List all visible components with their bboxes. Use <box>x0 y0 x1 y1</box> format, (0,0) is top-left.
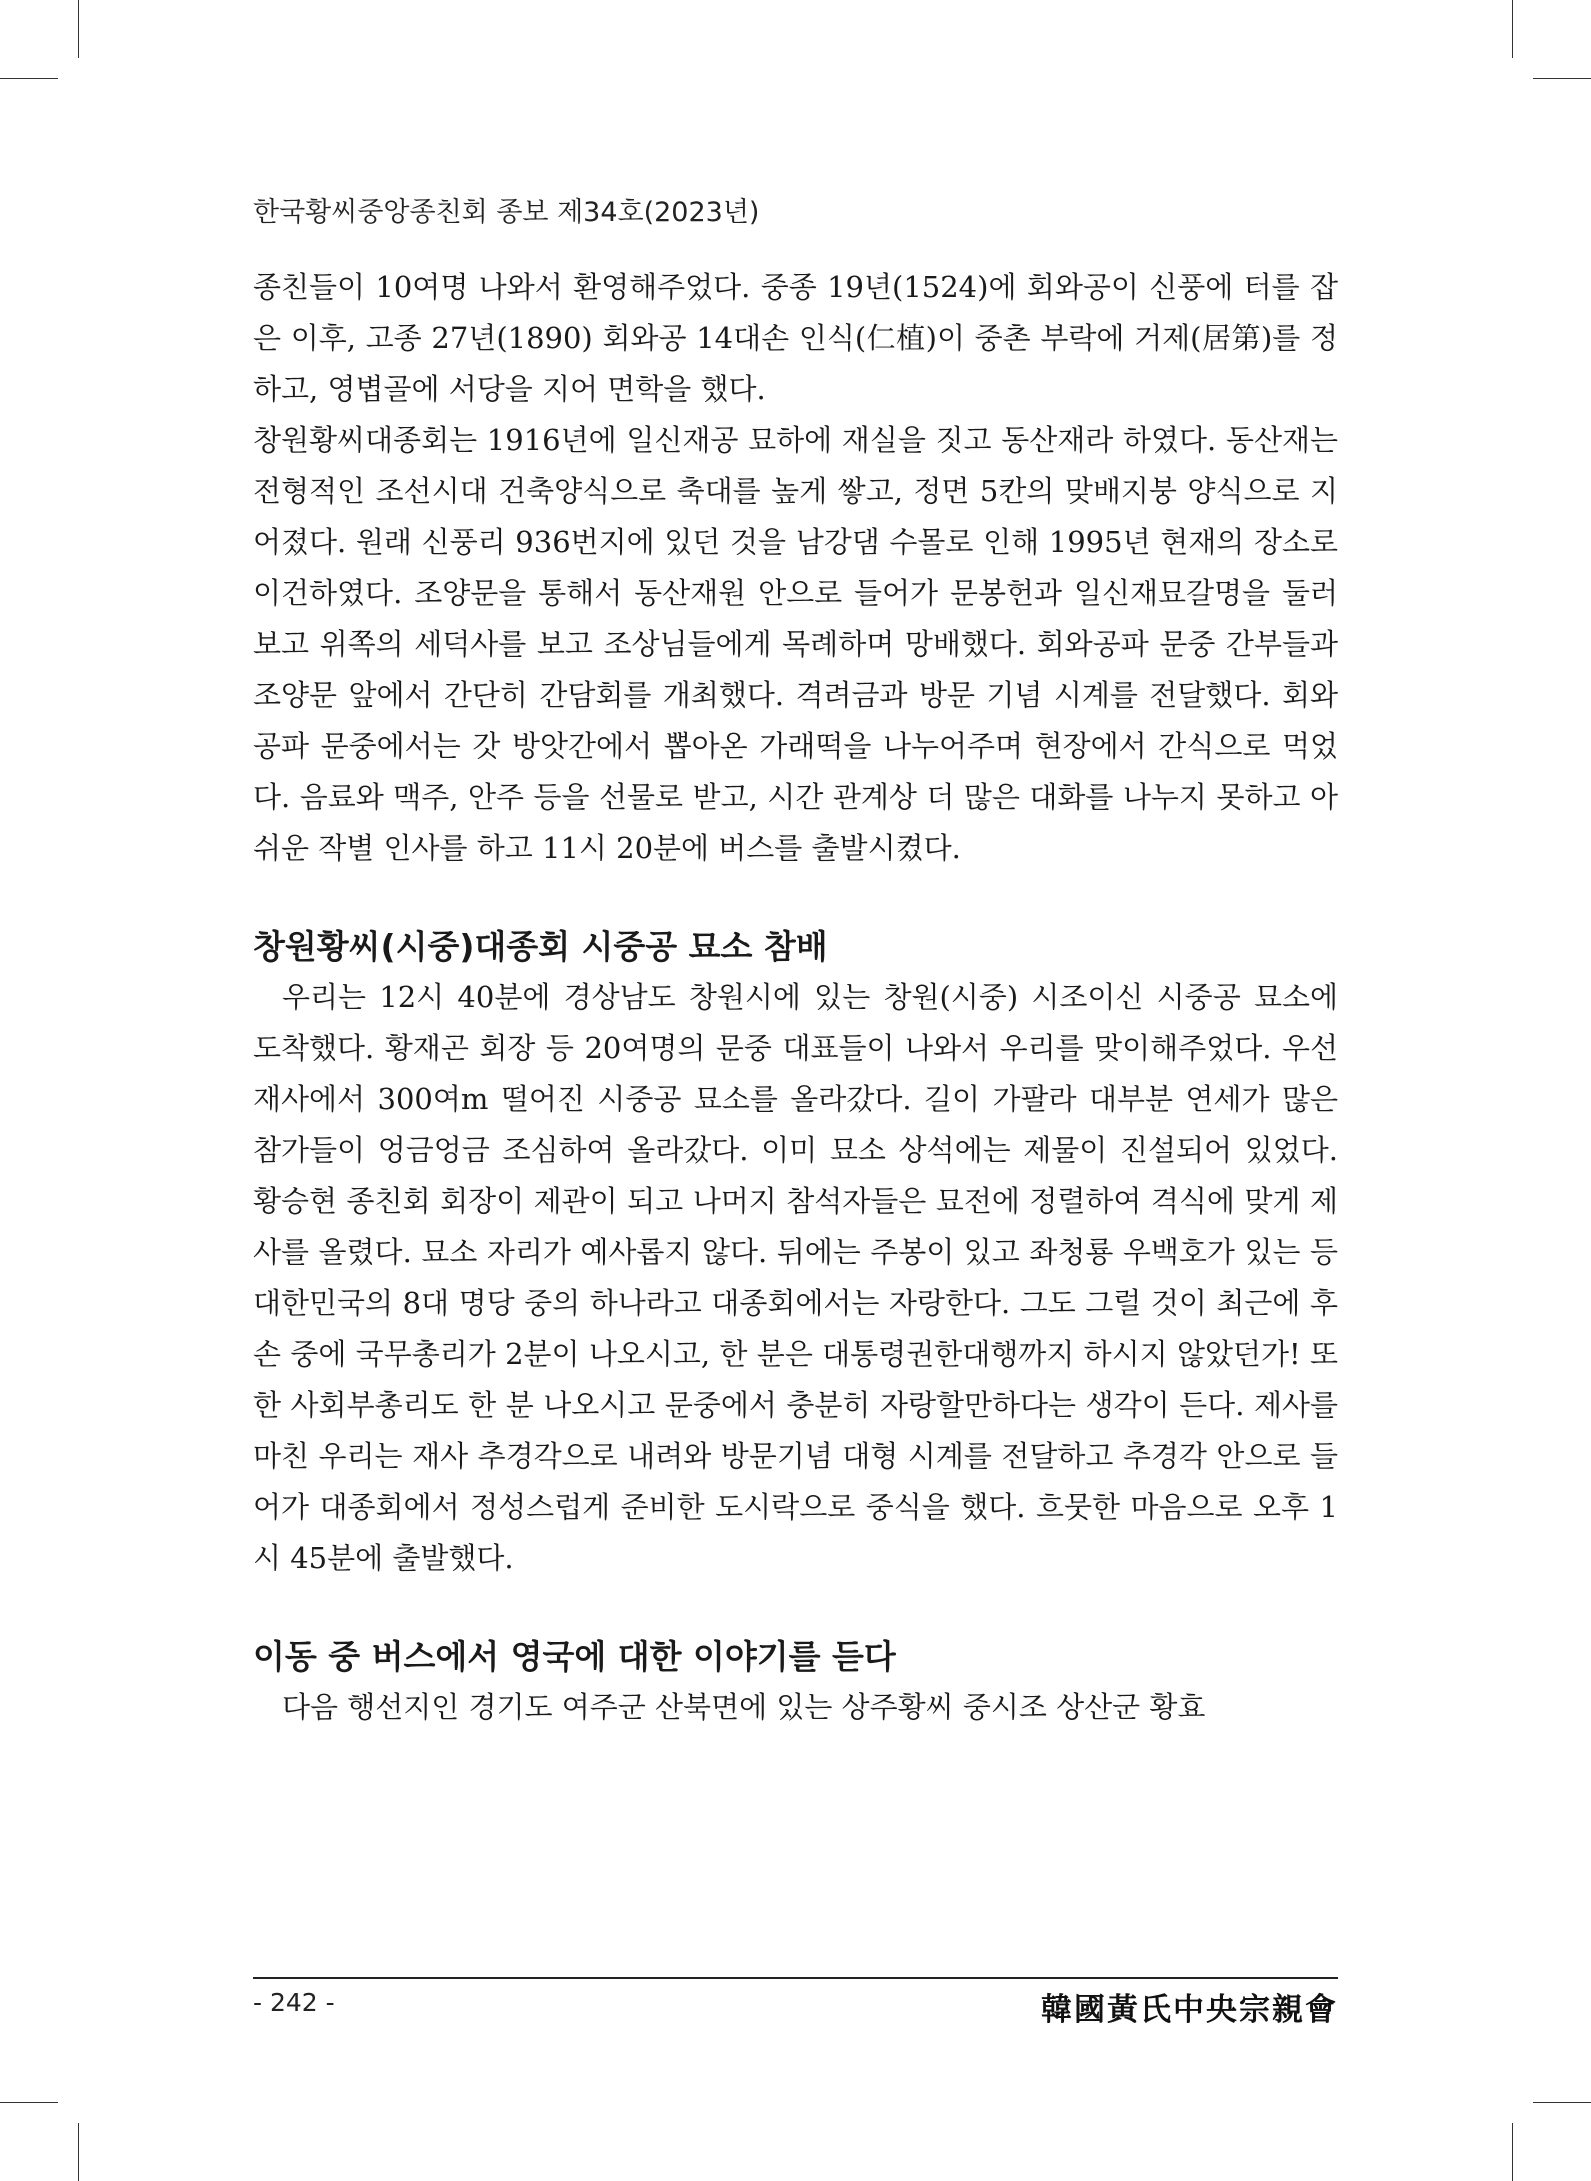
paragraph: 창원황씨대종회는 1916년에 일신재공 묘하에 재실을 짓고 동산재라 하였다. 동산재는 전형적인 조선시대 건축양식으로 축대를 높게 쌓고, 정면 5칸의 맞배지붕 양식으로 지어졌다. 원래 신풍리 936번지에 있던 것을 남강댐 수몰로 인해 1995년 현재의 장소로 이건하였다. 조양문을 통해서 동산재원 안으로 들어가 문봉헌과 일신재묘갈명을 둘러보고 위쪽의 세덕사를 보고 조상님들에게 목례하며 망배했다. 회와공파 문중 간부들과 조양문 앞에서 간단히 간담회를 개최했다. 격려금과 방문 기념 시계를 전달했다. 회와공파 문중에서는 갓 방앗간에서 뽑아온 가래떡을 나누어주며 현장에서 간식으로 먹었다. 음료와 맥주, 안주 등을 선물로 받고, 시간 관계상 더 많은 대화를 나누지 못하고 아쉬운 작별 인사를 하고 11시 20분에 버스를 출발시켰다. <box>253 423 1338 865</box>
section-heading: 창원황씨(시중)대종회 시중공 묘소 참배 <box>253 927 828 966</box>
crop-mark <box>78 0 79 58</box>
organization-logo: 韓國黃氏中央宗親會 <box>1041 1992 1338 2028</box>
crop-mark <box>0 2102 58 2103</box>
crop-mark <box>1512 2123 1513 2181</box>
page-number: - 242 - <box>253 1988 335 2017</box>
section-heading: 이동 중 버스에서 영국에 대한 이야기를 듣다 <box>253 1637 896 1676</box>
footer-divider <box>253 1977 1338 1979</box>
paragraph: 우리는 12시 40분에 경상남도 창원시에 있는 창원(시중) 시조이신 시중공 묘소에 도착했다. 황재곤 회장 등 20여명의 문중 대표들이 나와서 우리를 맞이해주었다. 우선 재사에서 300여m 떨어진 시중공 묘소를 올라갔다. 길이 가팔라 대부분 연세가 많은 참가들이 엉금엉금 조심하여 올라갔다. 이미 묘소 상석에는 제물이 진설되어 있었다. 황승현 종친회 회장이 제관이 되고 나머지 참석자들은 묘전에 정렬하여 격식에 맞게 제사를 올렸다. 묘소 자리가 예사롭지 않다. 뒤에는 주봉이 있고 좌청룡 우백호가 있는 등 대한민국의 8대 명당 중의 하나라고 대종회에서는 자랑한다. 그도 그럴 것이 최근에 후손 중에 국무총리가 2분이 나오시고, 한 분은 대통령권한대행까지 하시지 않았던가! 또한 사회부총리도 한 분 나오시고 문중에서 충분히 자랑할만하다는 생각이 든다. 제사를 마친 우리는 재사 추경각으로 내려와 방문기념 대형 시계를 전달하고 추경각 안으로 들어가 대종회에서 정성스럽게 준비한 도시락으로 중식을 했다. 흐뭇한 마음으로 오후 1시 45분에 출발했다. <box>253 980 1338 1575</box>
paragraph: 다음 행선지인 경기도 여주군 산북면에 있는 상주황씨 중시조 상산군 황효 <box>282 1690 1206 1724</box>
running-header: 한국황씨중앙종친회 종보 제34호(2023년) <box>253 197 760 228</box>
crop-mark <box>78 2123 79 2181</box>
paragraph: 종친들이 10여명 나와서 환영해주었다. 중종 19년(1524)에 회와공이 신풍에 터를 잡은 이후, 고종 27년(1890) 회와공 14대손 인식(仁植)이 중촌 부락에 거제(居第)를 정하고, 영볍골에 서당을 지어 면학을 했다. <box>253 270 1338 406</box>
crop-mark <box>1533 78 1591 79</box>
crop-mark <box>1533 2102 1591 2103</box>
crop-mark <box>0 78 58 79</box>
article-body <box>253 262 1338 1733</box>
crop-mark <box>1512 0 1513 58</box>
